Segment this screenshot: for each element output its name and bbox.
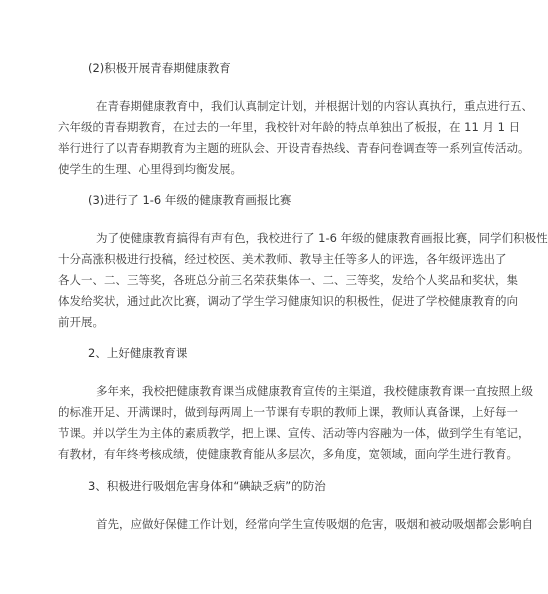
section-heading: 3、积极进行吸烟危害身体和“碘缺乏病”的防治 [88,479,326,493]
paragraph-line: 使学生的生理、心里得到均衡发展。 [58,162,242,176]
paragraph-line: 有教材，有年终考核成绩，使健康教育能从多层次，多角度，宽领域，面向学生进行教育。 [58,447,518,461]
section-heading: (2)积极开展青春期健康教育 [88,61,231,75]
section-heading: (3)进行了 1-6 年级的健康教育画报比赛 [88,193,292,207]
section-heading: 2、上好健康教育课 [88,346,188,360]
paragraph-line: 六年级的青春期教育，在过去的一年里，我校针对年龄的特点单独出了板报，在 11 月 1 日 [58,120,521,134]
paragraph-line: 首先，应做好保健工作计划，经常向学生宣传吸烟的危害，吸烟和被动吸烟都会影响自 [96,517,533,531]
paragraph-line: 多年来，我校把健康教育课当成健康教育宣传的主渠道，我校健康教育课一直按照上级 [96,384,533,398]
paragraph-line: 的标准开足、开满课时，做到每两周上一节课有专职的教师上课，教师认真备课，上好每一 [58,405,518,419]
paragraph-line: 举行进行了以青春期教育为主题的班队会、开设青春热线、青春问卷调查等一系列宣传活动。 [58,141,530,155]
paragraph-line: 十分高涨积极进行投稿，经过校医、美术教师、教导主任等多人的评选，各年级评选出了 [58,252,507,266]
paragraph-line: 各人一、二、三等奖，各班总分前三名荣获集体一、二、三等奖，发给个人奖品和奖状，集 [58,273,518,287]
paragraph-line: 节课。并以学生为主体的素质教学，把上课、宣传、活动等内容融为一体，做到学生有笔记， [58,426,530,440]
paragraph-line: 为了使健康教育搞得有声有色，我校进行了 1-6 年级的健康教育画报比赛，同学们积极性 [96,231,548,245]
paragraph-line: 体发给奖状，通过此次比赛，调动了学生学习健康知识的积极性，促进了学校健康教育的向 [58,294,518,308]
paragraph-line: 在青春期健康教育中，我们认真制定计划，并根据计划的内容认真执行，重点进行五、 [96,99,533,113]
paragraph-line: 前开展。 [58,315,104,329]
